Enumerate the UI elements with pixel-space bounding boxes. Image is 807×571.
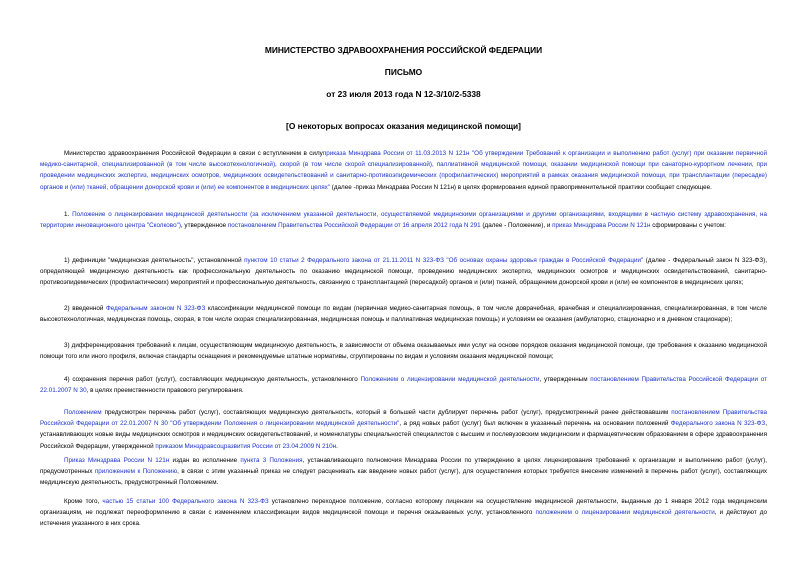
- paragraph-1-4: [40, 374, 767, 396]
- paragraph-text: предусмотрен перечень работ (услуг), составляющих медицинскую деятельность, который в большей части дублирует перечень работ (услуг), предусмотренный ранее действовавшим: [101, 409, 672, 416]
- paragraph-text: , а ряд новых работ (услуг) был включен в указанный перечень на основании положений: [399, 420, 671, 428]
- legal-reference-link[interactable]: положением о лицензировании медицинской деятельности: [535, 509, 715, 517]
- paragraph-text: 1) дефиниции "медицинская деятельность", установленной: [64, 257, 245, 264]
- paragraph-1-2: [40, 303, 767, 325]
- paragraph-text: , в целях преемственности правового регулирования.: [86, 387, 244, 395]
- paragraph-text: 2) введенной: [64, 305, 106, 312]
- paragraph-text: , и действуют до истечения указанного в них срока.: [40, 509, 767, 528]
- legal-reference-link[interactable]: постановлением Правительства Российской Федерации от 16 апреля 2012 года N 291: [227, 222, 481, 230]
- paragraph-text: (далее - Положение), и: [480, 222, 553, 230]
- legal-reference-link[interactable]: Приказ Минздрава России N 121н: [64, 457, 170, 464]
- legal-reference-link[interactable]: Положением: [64, 409, 102, 416]
- paragraph-text: сформированы с учетом:: [650, 222, 726, 230]
- paragraph-text: 4) сохранения перечня работ (услуг), составляющих медицинскую деятельность, установленного: [64, 376, 361, 383]
- paragraph-transition: [40, 496, 767, 530]
- paragraph-text: Министерство здравоохранения Российской Федерации в связи с вступлением в силу: [64, 150, 323, 157]
- legal-reference-link[interactable]: приложением к Положению: [94, 468, 178, 476]
- document-subject: [О некоторых вопросах оказания медицинской помощи]: [286, 121, 521, 131]
- legal-reference-link[interactable]: приказа Минздрава России от 11.03.2013 N 121н "Об утверждении Требований к организации и выполнению работ (услуг) при оказании первичной медико-санитарной, специализированной (в том числе высокотехнологичной), скорой (в том числе скорой специализированной), паллиативной медицинской помощи, оказании медицинской помощи при санаторно-курортном лечении, при проведении медицинских экспертиз, медицинских осмотров, медицинских освидетельствований и санитарно-противоэпидемических (профилактических) мероприятий в рамках оказания медицинской помощи, при трансплантации (пересадке) органов и (или) тканей, обращении донорской крови и (или) ее компонентов в медицинских целях": [40, 150, 767, 191]
- paragraph-text: .: [336, 442, 338, 450]
- paragraph-intro: [40, 148, 767, 193]
- legal-reference-link[interactable]: постановлением Правительства Российской Федерации от 22.01.2007 N 30 "Об утверждении Положения о лицензировании медицинской деятельности": [40, 409, 768, 428]
- legal-reference-link[interactable]: Положение о лицензировании медицинской деятельности (за исключением указанной деятельности, осуществляемой медицинскими организациями и другими организациями, входящими в частную систему здравоохранения, на территории инновационного центра "Сколково"): [40, 211, 767, 230]
- paragraph-text: , в связи с этим указанный приказ не следует расценивать как введение новых работ (услуг), для осуществления которых требуется внесение изменений в перечень работ (услуг), составляющих медицинскую деятельность, предусмотренный Положением.: [40, 468, 767, 487]
- document-date-number: от 23 июля 2013 года N 12-3/10/2-5338: [326, 89, 481, 99]
- paragraph-text: Кроме того,: [64, 498, 103, 505]
- paragraph-text: 3) дифференцирования требований к лицам, осуществляющим медицинскую деятельность, в зависимости от объема оказываемых ими услуг на основе порядков оказания медицинской помощи, где требования к оказанию медицинской помощи того или иного профиля, включая стандарты оснащения и рекомендуемые штатные нормативы, сгруппированы по видам и условиям оказания медицинской помощи;: [40, 342, 767, 361]
- paragraph-text: классификации медицинской помощи по видам (первичная медико-санитарная помощь, в том числе доврачебная, врачебная и специализированная, специализированная, в том числе высокотехнологичная, медицинская помощь, скорая, в том числе скорая специализированная, медицинская помощь и паллиативная медицинская помощь) и условиям ее оказания (амбулаторно, стационарно и в дневном стационаре);: [40, 305, 768, 324]
- legal-reference-link[interactable]: Положением о лицензировании медицинской деятельности: [360, 376, 540, 383]
- paragraph-order: [40, 455, 767, 489]
- paragraph-text: издан во исполнение: [169, 457, 241, 464]
- legal-reference-link[interactable]: Федерального закона N 323-ФЗ: [670, 420, 766, 428]
- paragraph-text: , утвержденное: [180, 222, 228, 230]
- legal-reference-link[interactable]: пунктом 10 статьи 2 Федерального закона от 21.11.2011 N 323-ФЗ "Об основах охраны здоровья граждан в Российской Федерации": [244, 257, 644, 264]
- legal-reference-link[interactable]: частью 15 статьи 100 Федерального закона N 323-ФЗ: [102, 498, 269, 505]
- paragraph-text: установлено переходное положение, согласно которому лицензии на осуществление медицинской деятельности, выданные до 1 января 2012 года медицинским организациям, не подлежат переоформлению в связи с изменением классификации видов медицинской помощи и перечня оказываемых услуг, установленного: [40, 498, 767, 517]
- legal-reference-link[interactable]: приказ Минздрава России N 121н: [552, 222, 651, 230]
- legal-reference-link[interactable]: Федеральным законом N 323-ФЗ: [106, 305, 206, 312]
- paragraph-1: [40, 209, 767, 231]
- document-type: ПИСЬМО: [384, 67, 423, 77]
- paragraph-1-3: [40, 340, 767, 362]
- ministry-heading: МИНИСТЕРСТВО ЗДРАВООХРАНЕНИЯ РОССИЙСКОЙ ФЕДЕРАЦИИ: [264, 45, 543, 55]
- legal-reference-link[interactable]: пункта 3 Положения: [240, 457, 303, 464]
- paragraph-text: , устанавливающих новые виды медицинских осмотров и медицинских освидетельствований, и номенклатуры специальностей специалистов с высшим и послевузовским медицинским и фармацевтическим образованием в сфере здравоохранения Российской Федерации, утвержденной: [40, 420, 767, 450]
- paragraph-1-1: [40, 255, 767, 289]
- paragraph-text: 1.: [64, 211, 73, 218]
- paragraph-text: (далее - Федеральный закон N 323-ФЗ), определяющей медицинскую деятельность как профессиональную деятельность по оказанию медицинской помощи, проведению медицинских экспертиз, медицинских осмотров и медицинских освидетельствований, санитарно-противоэпидемических (профилактических) мероприятий и профессиональную деятельность, связанную с трансплантацией (пересадкой) органов и (или) тканей, обращением донорской крови и (или) ее компонентов в медицинских целях;: [40, 257, 767, 287]
- paragraph-text: , устанавливающего полномочия Минздрава России по утверждению в целях лицензирования требований к организации и выполнению работ (услуг), предусмотренных: [40, 457, 767, 476]
- paragraph-regulation: [40, 407, 767, 452]
- legal-reference-link[interactable]: постановлением Правительства Российской Федерации от 22.01.2007 N 30: [40, 376, 767, 395]
- paragraph-text: (далее -приказ Минздрава России N 121н) в целях формирования единой правоприменительной практики сообщает следующее.: [330, 183, 712, 191]
- legal-reference-link[interactable]: приказом Минздравсоцразвития России от 23.04.2009 N 210н: [155, 442, 337, 450]
- paragraph-text: , утвержденным: [539, 376, 591, 383]
